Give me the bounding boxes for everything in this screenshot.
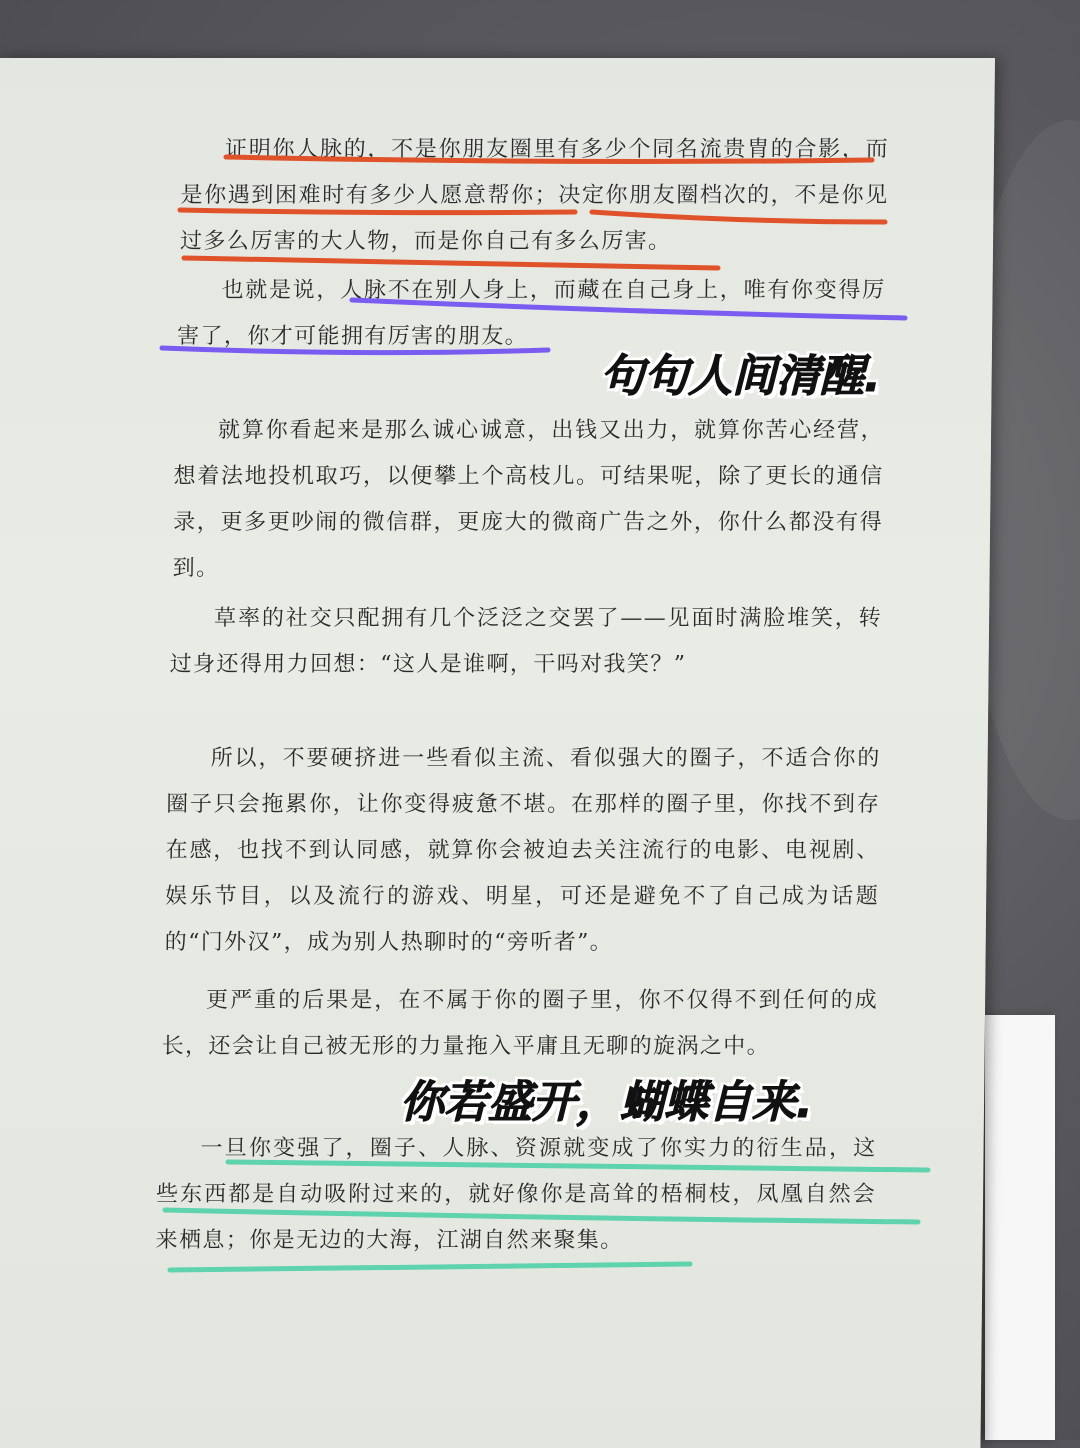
paragraph-2: 也就是说，人脉不在别人身上，而藏在自己身上，唯有你变得厉害了，你才可能拥有厉害的朋友。 bbox=[176, 278, 886, 349]
paragraph-1: 证明你人脉的，不是你朋友圈里有多少个同名流贵胄的合影，而是你遇到困难时有多少人愿意帮你；决定你朋友圈档次的，不是你见过多么厉害的大人物，而是你自己有多么厉害。 bbox=[179, 137, 890, 254]
paragraph-7: 一旦你变强了，圈子、人脉、资源就变成了你实力的衍生品，这些东西都是自动吸附过来的，就好像你是高耸的梧桐枝，凤凰自然会来栖息；你是无边的大海，江湖自然来聚集。 bbox=[155, 1136, 877, 1253]
book-page bbox=[0, 58, 995, 1448]
paragraph-6: 更严重的后果是，在不属于你的圈子里，你不仅得不到任何的成长，还会让自己被无形的力量拖入平庸且无聊的旋涡之中。 bbox=[161, 988, 879, 1059]
paragraph-4: 草率的社交只配拥有几个泛泛之交罢了——见面时满脸堆笑，转过身还得用力回想：“这人是谁啊，干吗对我笑？” bbox=[169, 606, 883, 677]
paragraph-5: 所以，不要硬挤进一些看似主流、看似强大的圈子，不适合你的圈子只会拖累你，让你变得疲惫不堪。在那样的圈子里，你找不到存在感，也找不到认同感，就算你会被迫去关注流行的电影、电视剧、娱乐节目，以及流行的游戏、明星，可还是避免不了自己成为话题的“门外汉”，成为别人热聊时的“旁听者”。 bbox=[164, 746, 881, 955]
overlay-caption-2: 你若盛开，蝴蝶自来. bbox=[400, 1077, 813, 1128]
paragraph-3: 就算你看起来是那么诚心诚意，出钱又出力，就算你苦心经营，想着法地投机取巧，以便攀上个高枝儿。可结果呢，除了更长的通信录，更多更吵闹的微信群，更庞大的微商广告之外，你什么都没有得到。 bbox=[172, 418, 885, 581]
overlay-caption-1: 句句人间清醒. bbox=[600, 351, 881, 402]
white-card bbox=[985, 1015, 1055, 1440]
